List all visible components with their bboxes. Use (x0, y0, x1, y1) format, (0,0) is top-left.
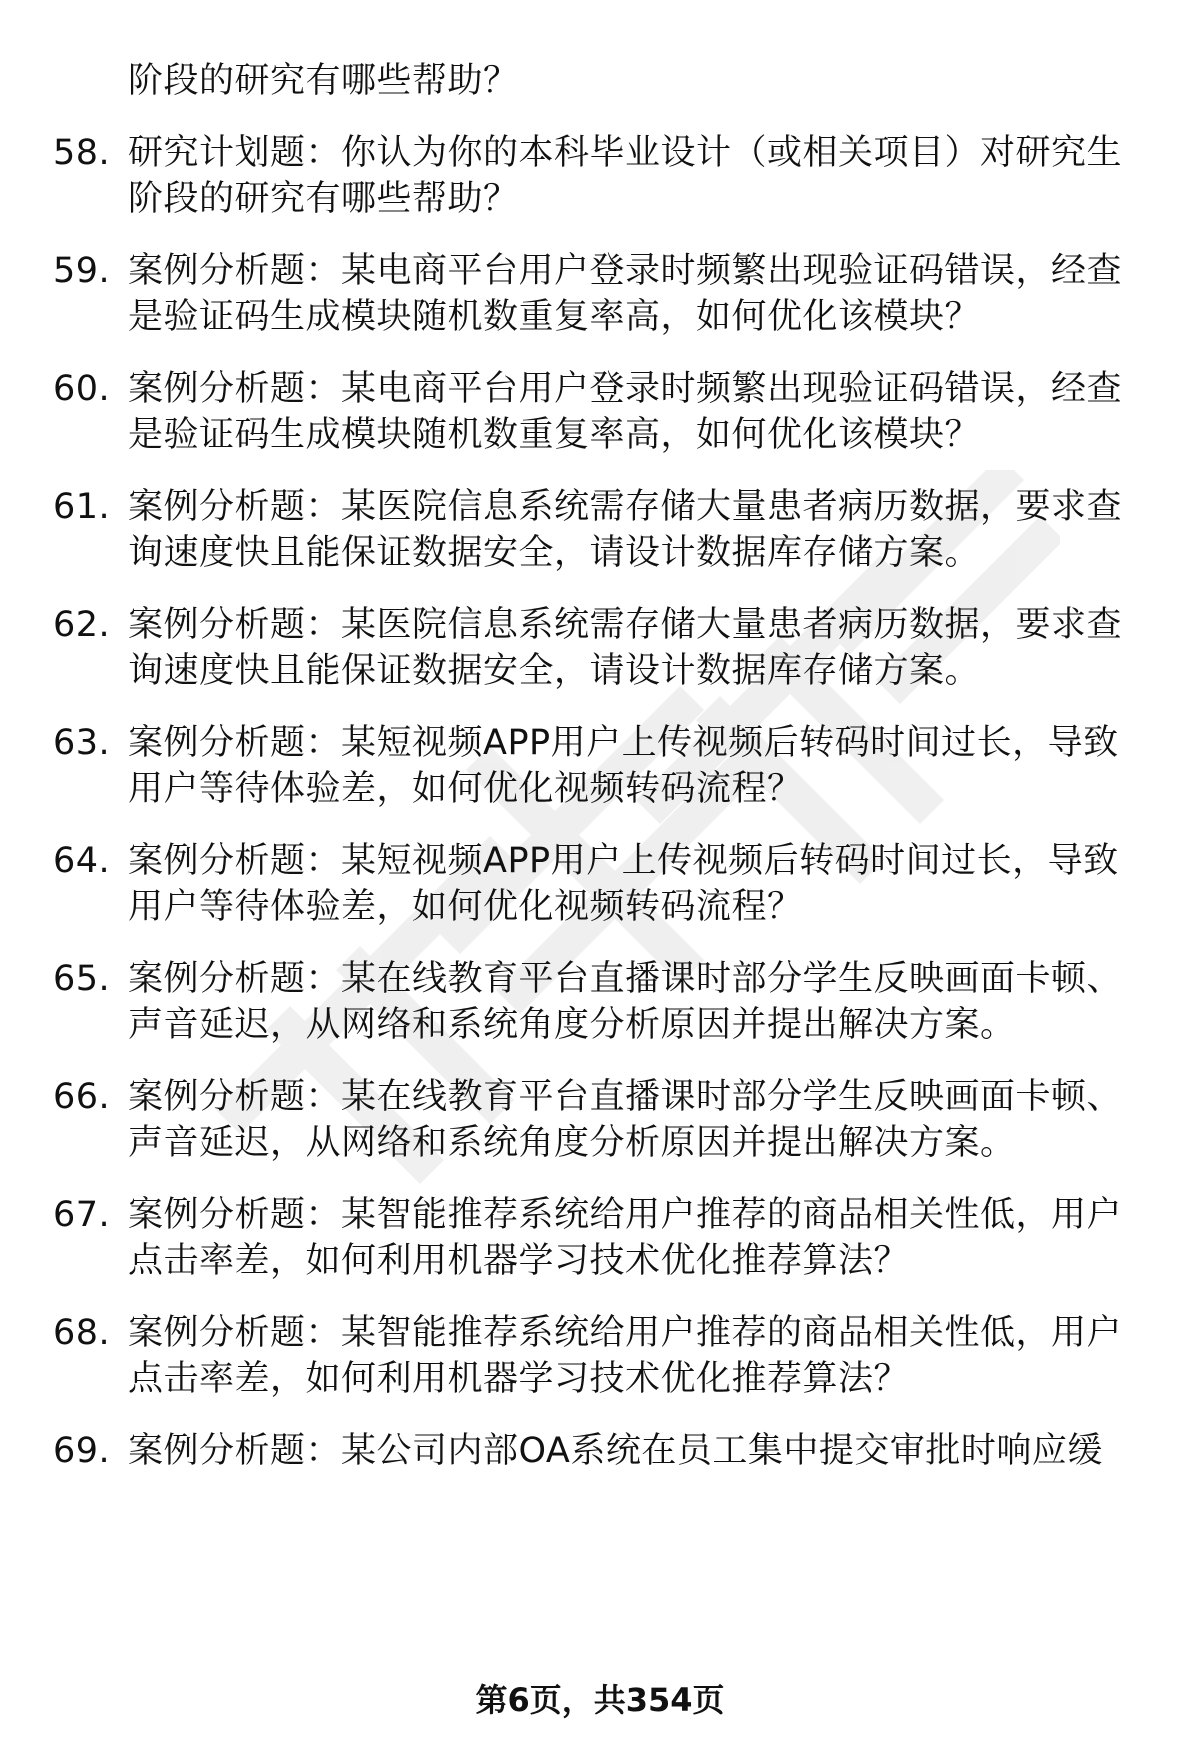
question-line: 案例分析题：某智能推荐系统给用户推荐的商品相关性低，用户 (128, 1195, 1123, 1235)
question-number: 60. (53, 369, 111, 409)
question-number: 64. (53, 841, 111, 881)
question-number: 65. (53, 959, 111, 999)
question-line: 案例分析题：某电商平台用户登录时频繁出现验证码错误，经查 (128, 251, 1123, 291)
question-line: 案例分析题：某医院信息系统需存储大量患者病历数据，要求查 (128, 487, 1123, 527)
question-number: 58. (53, 133, 111, 173)
question-number: 59. (53, 251, 111, 291)
question-line: 案例分析题：某短视频APP用户上传视频后转码时间过长，导致 (128, 841, 1119, 881)
question-number: 61. (53, 487, 111, 527)
question-line: 案例分析题：某智能推荐系统给用户推荐的商品相关性低，用户 (128, 1313, 1123, 1353)
question-line: 是验证码生成模块随机数重复率高，如何优化该模块？ (128, 415, 981, 455)
question-line: 案例分析题：某在线教育平台直播课时部分学生反映画面卡顿、 (128, 959, 1123, 999)
question-line: 案例分析题：某公司内部OA系统在员工集中提交审批时响应缓 (128, 1431, 1103, 1471)
question-line: 用户等待体验差，如何优化视频转码流程？ (128, 887, 803, 927)
question-line: 询速度快且能保证数据安全，请设计数据库存储方案。 (128, 533, 981, 573)
question-line: 阶段的研究有哪些帮助？ (128, 179, 519, 219)
question-number: 63. (53, 723, 111, 763)
question-line: 案例分析题：某医院信息系统需存储大量患者病历数据，要求查 (128, 605, 1123, 645)
question-line: 是验证码生成模块随机数重复率高，如何优化该模块？ (128, 297, 981, 337)
question-line: 询速度快且能保证数据安全，请设计数据库存储方案。 (128, 651, 981, 691)
continuation-text: 阶段的研究有哪些帮助？ (128, 61, 519, 101)
question-line: 用户等待体验差，如何优化视频转码流程？ (128, 769, 803, 809)
question-number: 67. (53, 1195, 111, 1235)
question-number: 68. (53, 1313, 111, 1353)
question-line: 声音延迟，从网络和系统角度分析原因并提出解决方案。 (128, 1005, 1016, 1045)
question-line: 案例分析题：某电商平台用户登录时频繁出现验证码错误，经查 (128, 369, 1123, 409)
question-line: 声音延迟，从网络和系统角度分析原因并提出解决方案。 (128, 1123, 1016, 1163)
question-line: 点击率差，如何利用机器学习技术优化推荐算法？ (128, 1241, 910, 1281)
question-line: 点击率差，如何利用机器学习技术优化推荐算法？ (128, 1359, 910, 1399)
question-number: 62. (53, 605, 111, 645)
question-line: 案例分析题：某短视频APP用户上传视频后转码时间过长，导致 (128, 723, 1119, 763)
question-number: 66. (53, 1077, 111, 1117)
question-line: 研究计划题：你认为你的本科毕业设计（或相关项目）对研究生 (128, 133, 1123, 173)
question-line: 案例分析题：某在线教育平台直播课时部分学生反映画面卡顿、 (128, 1077, 1123, 1117)
page-footer: 第6页，共354页 (475, 1681, 725, 1719)
question-number: 69. (53, 1431, 111, 1471)
